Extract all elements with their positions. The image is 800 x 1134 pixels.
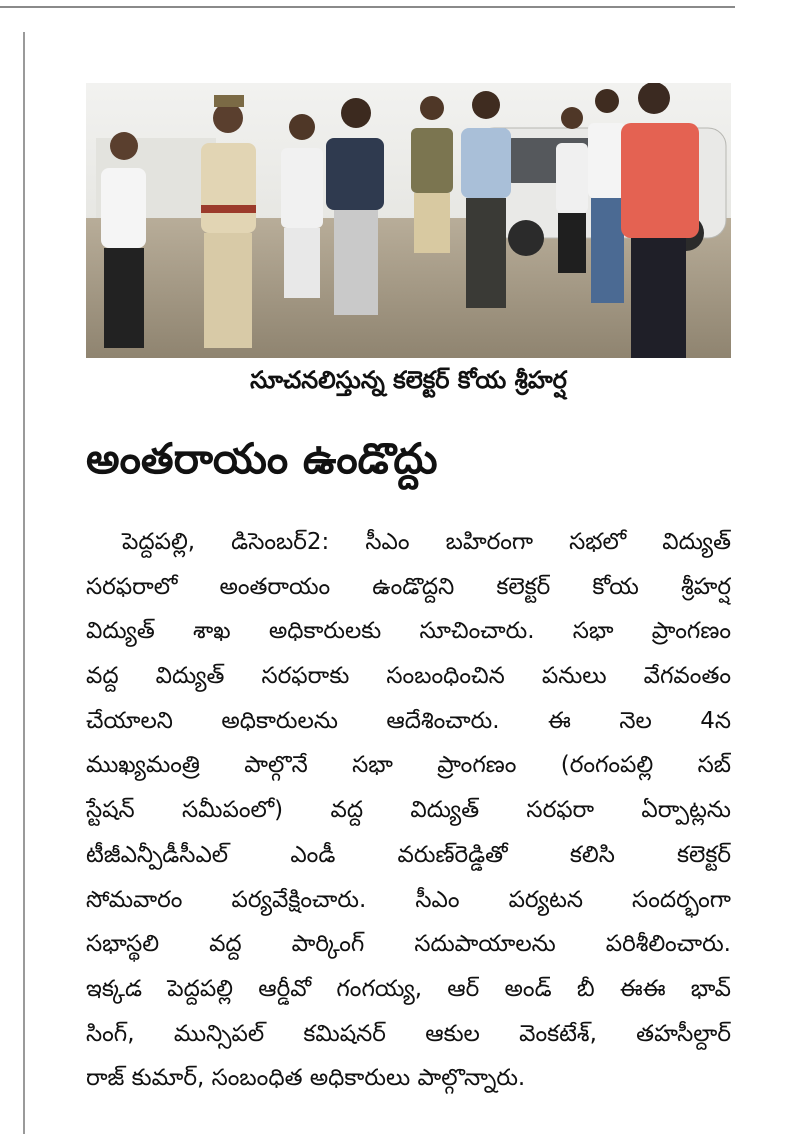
body-line: టీజీఎన్పీడీసీఎల్ ఎండీ వరుణ్‌రెడ్డితో కలిసి కలెక్టర్ [86,841,731,868]
news-photo [86,83,731,358]
body-line: సభాస్థలి వద్ద పార్కింగ్ సదుపాయాలను పరిశీలించారు. [86,931,731,958]
body-line: స్టేషన్ సమీపంలో) వద్ద విద్యుత్ సరఫరా ఏర్పాట్లను [86,797,731,824]
body-line: రాజ్ కుమార్, సంబంధిత అధికారులు పాల్గొన్నారు. [86,1065,526,1092]
body-line: సింగ్, మున్సిపల్ కమిషనర్ ఆకుల వెంకటేశ్, తహసీల్దార్ [86,1020,731,1047]
column-divider [23,32,25,1134]
body-line: చేయాలని అధికారులను ఆదేశించారు. ఈ నెల 4న [86,707,731,734]
body-line: పెద్దపల్లి, డిసెంబర్2: సీఎం బహిరంగా సభలో విద్యుత్ [122,529,731,555]
photo-of-officials-inspecting-field-icon [86,83,731,358]
body-line: వద్ద విద్యుత్ సరఫరాకు సంబంధించిన పనులు వేగవంతం [86,663,731,690]
headline: అంతరాయం ఉండొద్దు [86,434,438,483]
body-line: ఇక్కడ పెద్దపల్లి ఆర్డీవో గంగయ్య, ఆర్ అండ్ బీ ఈఈ భావ్ [86,975,731,1002]
body-line: సోమవారం పర్యవేక్షించారు. సీఎం పర్యటన సందర్భంగా [86,886,731,913]
body-line: విద్యుత్ శాఖ అధికారులకు సూచించారు. సభా ప్రాంగణం [86,618,731,645]
photo-caption: సూచనలిస్తున్న కలెక్టర్ కోయ శ్రీహర్ష [250,366,567,394]
body-line: సరఫరాలో అంతరాయం ఉండొద్దని కలెక్టర్ కోయ శ్రీహర్ష [86,573,731,600]
body-line: ముఖ్యమంత్రి పాల్గొనే సభా ప్రాంగణం (రంగంపల్లి సబ్ [86,752,731,779]
top-divider [0,6,735,8]
article-body [86,520,731,1101]
